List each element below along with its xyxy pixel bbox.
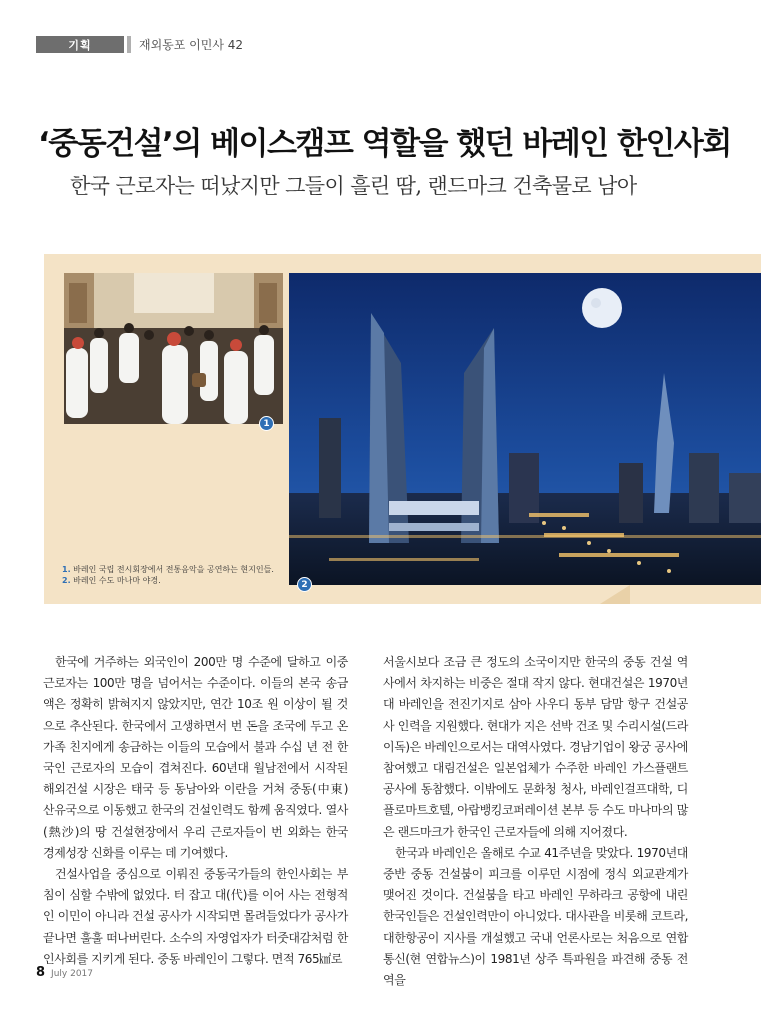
body-paragraph: 한국과 바레인은 올해로 수교 41주년을 맞았다. 1970년대 중반 중동 건설붐이 피크를 이루던 시점에 정식 외교관계가 맺어진 것이다. 건설붐을 타고 바레인 무하라크 공항에 내린 한국인들은 건설인력만이 아니었다. 대사관을 비롯해 코트라, 대한항공이 지사를 개설했고 국내 언론사로는 처음으로 연합통신(현 연합뉴스)이 1981년 상주 특파원을 파견해 중동 전역을 bbox=[383, 845, 688, 988]
photo-manama-night-skyline bbox=[289, 273, 761, 585]
photo-traditional-music-performance bbox=[64, 273, 283, 424]
page-footer bbox=[36, 965, 93, 980]
body-paragraph: 건설사업을 중심으로 이뤄진 중동국가들의 한인사회는 부침이 심할 수밖에 없었다. 터 잡고 대(代)를 이어 사는 전형적인 이민이 아니라 건설 공사가 시작되면 몰려들었다가 공사가 끝나면 훌훌 떠나버린다. 소수의 자영업자가 터줏대감처럼 한인사회를 지키게 된다. 중동 바레인이 그렇다. 면적 765㎢로 bbox=[43, 867, 348, 966]
body-column-right bbox=[383, 652, 688, 991]
issue-date: July 2017 bbox=[51, 969, 93, 979]
article-title: ‘중동건설’의 베이스캠프 역할을 했던 바레인 한인사회 bbox=[38, 126, 731, 162]
caption-2-number: 2. bbox=[62, 576, 71, 585]
photo2-number-badge: 2 bbox=[297, 577, 312, 592]
body-column-left bbox=[43, 652, 348, 970]
crowd-illustration bbox=[64, 273, 283, 424]
photo-captions bbox=[62, 564, 274, 586]
article-subtitle: 한국 근로자는 떠났지만 그들이 흘린 땀, 랜드마크 건축물로 남아 bbox=[70, 174, 637, 198]
series-title: 재외동포 이민사 42 bbox=[139, 38, 244, 52]
caption-1 bbox=[62, 564, 274, 575]
caption-2 bbox=[62, 575, 274, 586]
body-paragraph: 서울시보다 조금 큰 정도의 소국이지만 한국의 중동 건설 역사에서 차지하는 비중은 절대 작지 않다. 현대건설은 1970년대 바레인을 전진기지로 삼아 사우디 동부 담맘 항구 건설공사 인력을 지원했다. 현대가 지은 선박 건조 및 수리시설(드라이독)은 바레인으로서는 대역사였다. 경남기업이 왕궁 공사에 참여했고 대림건설은 일본업체가 수주한 바레인 가스플랜트 공사에 동참했다. 이밖에도 문화청 청사, 바레인걸프대학, 디플로마트호텔, 아랍뱅킹코퍼레이션 본부 등 수도 마나마의 많은 랜드마크가 한국인 근로자들에 의해 지어졌다. bbox=[383, 655, 688, 839]
caption-1-text: 바레인 국립 전시회장에서 전통음악을 공연하는 현지인들. bbox=[73, 565, 274, 574]
body-paragraph: 한국에 거주하는 외국인이 200만 명 수준에 달하고 이중 근로자는 100만 명을 넘어서는 수준이다. 이들의 본국 송금액은 정확히 밝혀지지 않았지만, 연간 10조 원 이상이 될 것으로 추산된다. 한국에서 고생하면서 번 돈을 조국에 두고 온 가족 친지에게 송금하는 이들의 모습에서 불과 수십 년 전 한국인 근로자의 모습이 겹쳐진다. 60년대 월남전에서 시작된 해외건설 시장은 태국 등 동남아와 이란을 거쳐 중동(中東) 산유국으로 이동했고 한국의 건설인력도 함께 움직였다. 열사(熱沙)의 땅 건설현장에서 우리 근로자들이 번 외화는 한국 경제성장 신화를 이루는 데 기여했다. bbox=[43, 655, 348, 860]
photo1-number-badge: 1 bbox=[259, 416, 274, 431]
panel-corner-fold bbox=[600, 585, 630, 604]
header-divider bbox=[127, 36, 131, 53]
caption-2-text: 바레인 수도 마나마 야경. bbox=[73, 576, 161, 585]
page-number: 8 bbox=[36, 965, 46, 980]
section-header bbox=[36, 36, 243, 53]
caption-1-number: 1. bbox=[62, 565, 71, 574]
section-label: 기획 bbox=[36, 36, 124, 53]
skyline-illustration bbox=[289, 273, 761, 585]
